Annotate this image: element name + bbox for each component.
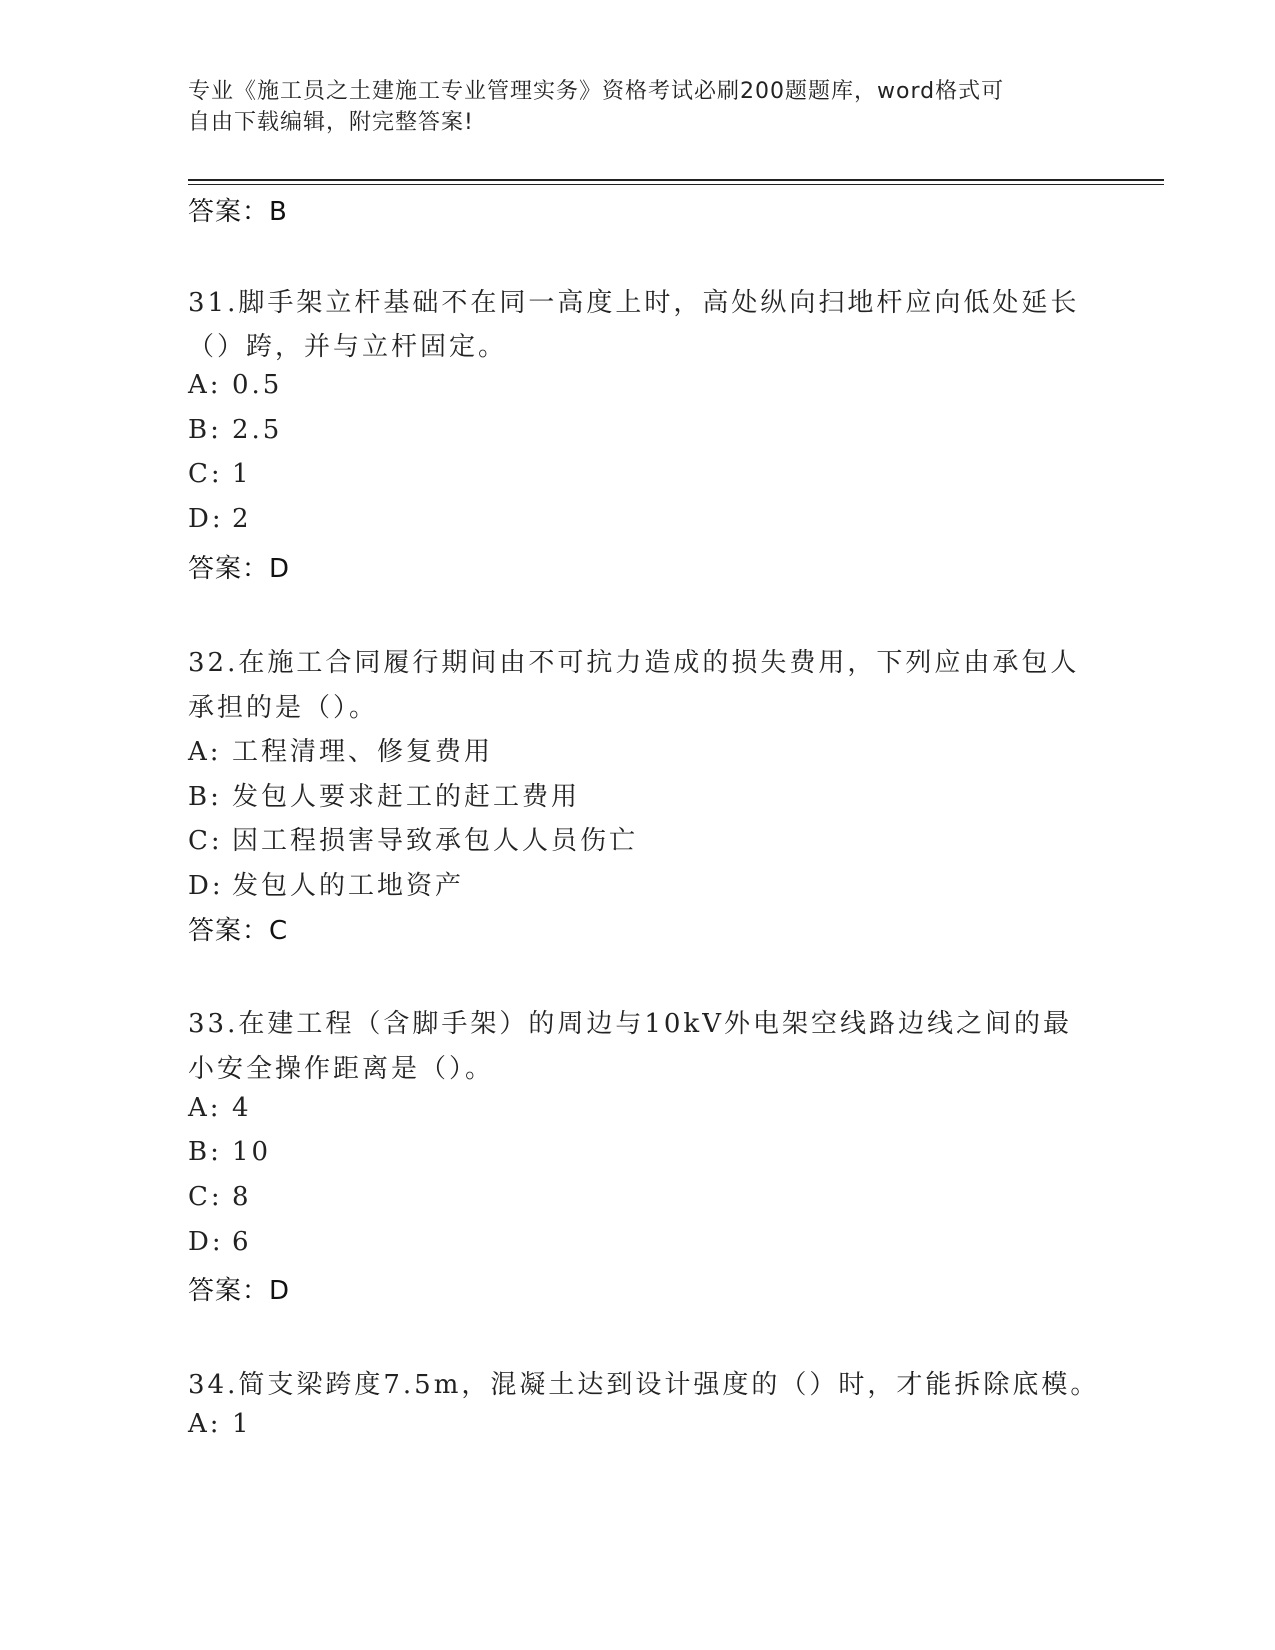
option-letter: C:	[188, 459, 223, 489]
option-text: 1	[232, 459, 252, 489]
question-32-option-a	[188, 731, 493, 768]
option-text: 因工程损害导致承包人人员伤亡	[232, 826, 639, 856]
option-text: 4	[232, 1093, 252, 1123]
question-32-text-line-1: 32.在施工合同履行期间由不可抗力造成的损失费用，下列应由承包人	[188, 648, 1080, 678]
question-33-option-b	[188, 1137, 271, 1167]
header-divider-thin	[188, 184, 1164, 185]
question-32-option-d	[188, 865, 464, 902]
question-33-option-c	[188, 1182, 252, 1212]
question-33-text-line-2: 小安全操作距离是（）。	[188, 1054, 495, 1084]
option-letter: A:	[188, 1093, 222, 1123]
header-title-line-1: 专业《施工员之土建施工专业管理实务》资格考试必刷200题题库，word格式可	[188, 79, 1005, 104]
question-33-option-a	[188, 1093, 252, 1123]
question-33-answer: 答案：D	[188, 1276, 291, 1306]
option-text: 6	[232, 1227, 252, 1257]
option-letter: B:	[188, 415, 222, 445]
option-letter: D:	[188, 1227, 224, 1257]
header-title-line-2: 自由下载编辑，附完整答案!	[188, 110, 474, 135]
option-letter: B:	[188, 782, 222, 812]
header-divider	[188, 179, 1164, 181]
option-text: 8	[232, 1182, 252, 1212]
option-text: 2.5	[232, 415, 283, 445]
page-header	[188, 76, 1068, 138]
question-31-text-line-1: 31.脚手架立杆基础不在同一高度上时，高处纵向扫地杆应向低处延长	[188, 288, 1080, 318]
question-32-option-c	[188, 820, 638, 857]
question-31-answer: 答案：D	[188, 554, 291, 584]
option-letter: A:	[188, 370, 222, 400]
question-31-text-line-2: （）跨，并与立杆固定。	[188, 332, 508, 362]
option-letter: B:	[188, 1137, 222, 1167]
option-letter: C:	[188, 1182, 223, 1212]
answer-prev: 答案：B	[188, 197, 288, 227]
option-text: 发包人要求赶工的赶工费用	[232, 782, 581, 812]
option-text: 0.5	[232, 370, 283, 400]
question-34-text-line-1: 34.简支梁跨度7.5m，混凝土达到设计强度的（）时，才能拆除底模。	[188, 1370, 1100, 1400]
question-32-text-line-2: 承担的是（）。	[188, 693, 379, 723]
option-letter: D:	[188, 871, 224, 901]
question-33-option-d	[188, 1227, 252, 1257]
option-letter: A:	[188, 1409, 222, 1439]
question-31-option-b	[188, 415, 282, 445]
option-letter: D:	[188, 504, 224, 534]
question-32-option-b	[188, 776, 580, 813]
question-33-text-line-1: 33.在建工程（含脚手架）的周边与10kV外电架空线路边线之间的最	[188, 1009, 1072, 1039]
option-text: 1	[232, 1409, 252, 1439]
option-text: 工程清理、修复费用	[232, 737, 494, 767]
question-34-option-a	[188, 1409, 252, 1439]
option-letter: C:	[188, 826, 223, 856]
option-text: 2	[232, 504, 252, 534]
option-text: 10	[232, 1137, 272, 1167]
question-31-option-a	[188, 370, 282, 400]
question-31-option-d	[188, 504, 252, 534]
question-31-option-c	[188, 459, 252, 489]
option-text: 发包人的工地资产	[232, 871, 465, 901]
option-letter: A:	[188, 737, 222, 767]
question-32-answer: 答案：C	[188, 916, 289, 946]
